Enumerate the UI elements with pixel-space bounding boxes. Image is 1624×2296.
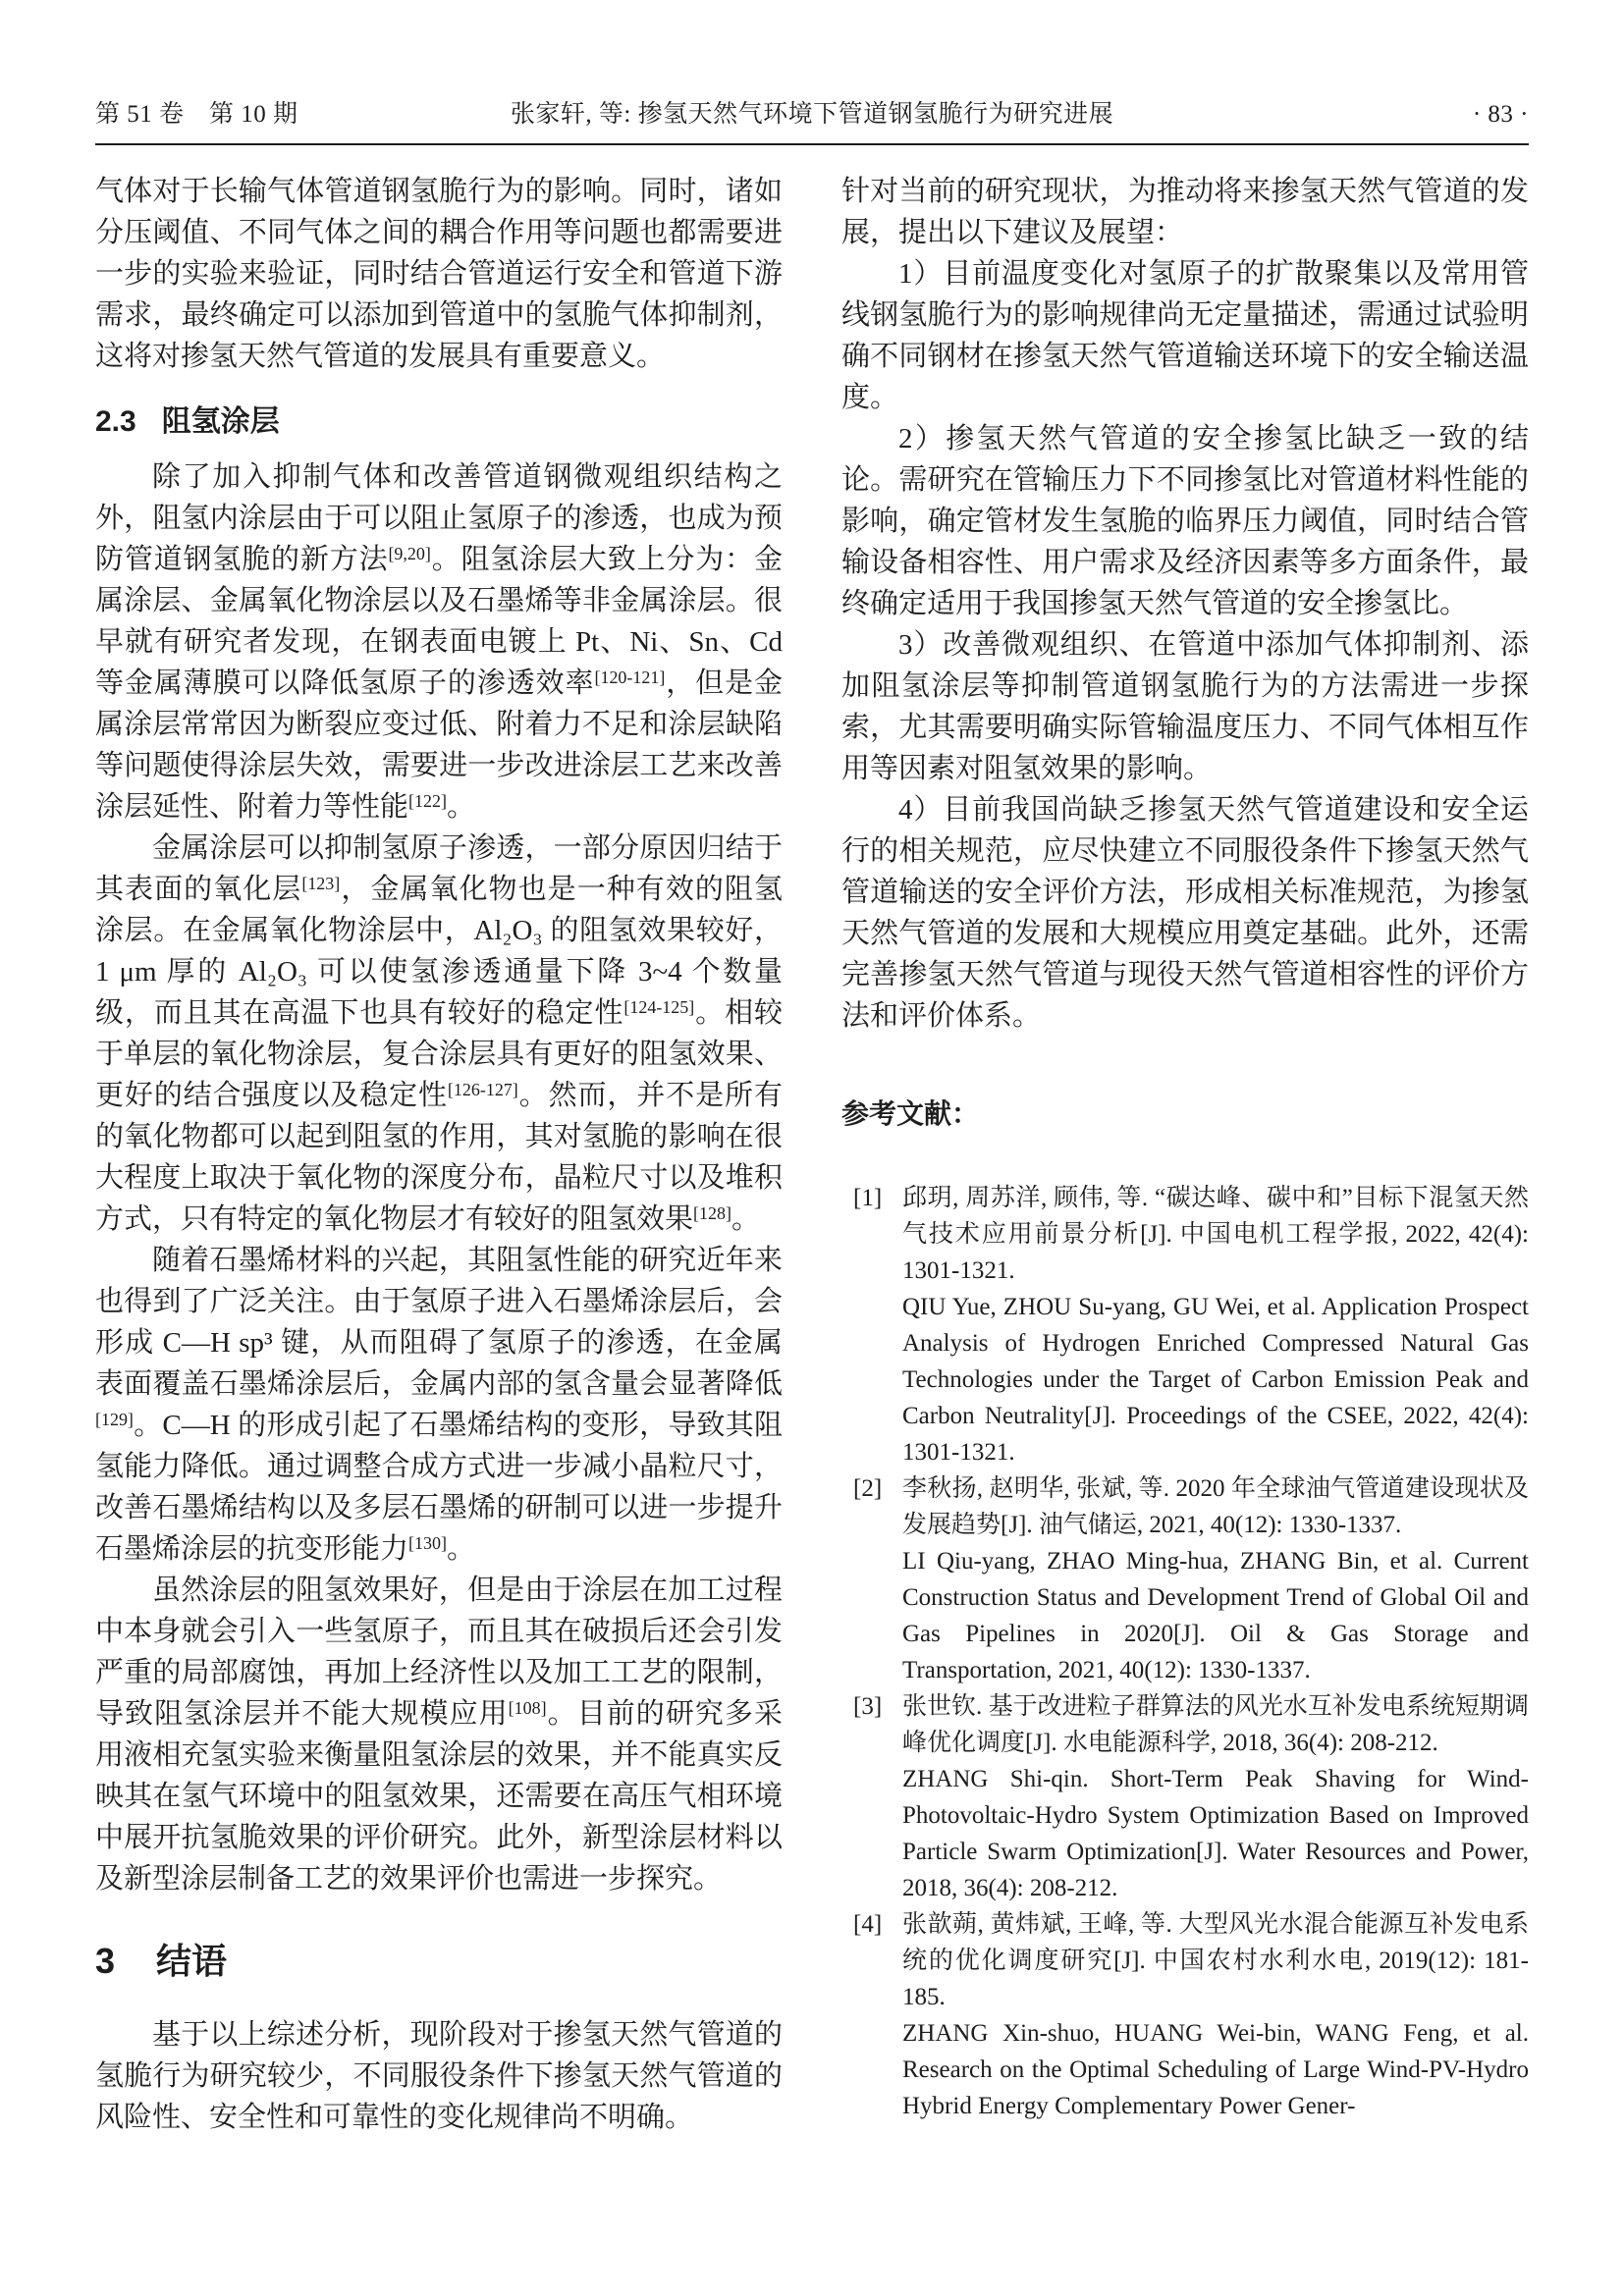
reference-text-zh: 邱玥, 周苏洋, 顾伟, 等. “碳达峰、碳中和”目标下混氢天然气技术应用前景分析[J]. 中国电机工程学报, 2022, 42(4): 1301-1321.	[902, 1185, 1529, 1284]
section-title: 结语	[156, 1941, 228, 1981]
suggestion-item-1: 1）目前温度变化对氢原子的扩散聚集以及常用管线钢氢脆行为的影响规律尚无定量描述，需通过试验明确不同钢材在掺氢天然气管道输送环境下的安全输送温度。	[841, 258, 1529, 413]
reference-text-zh: 张歆蒴, 黄炜斌, 王峰, 等. 大型风光水混合能源互补发电系统的优化调度研究[J]. 中国农村水利水电, 2019(12): 181-185.	[902, 1911, 1529, 2010]
header-running-title: 张家轩, 等: 掺氢天然气环境下管道钢氢脆行为研究进展	[510, 101, 1114, 128]
section-heading-3	[95, 1939, 783, 1985]
header-volume-issue: 第 51 卷 第 10 期	[95, 101, 298, 128]
body-paragraph: 虽然涂层的阻氢效果好，但是由于涂层在加工过程中本身就会引入一些氢原子，而且其在破损后还会引发严重的局部腐蚀，再加上经济性以及加工工艺的限制，导致阻氢涂层并不能大规模应用[108]。目前的研究多采用液相充氢实验来衡量阻氢涂层的效果，并不能真实反映其在氢气环境中的阻氢效果，还需要在高压气相环境中展开抗氢脆效果的评价研究。此外，新型涂层材料以及新型涂层制备工艺的效果评价也需进一步探究。	[95, 1575, 783, 1895]
reference-text-en: QIU Yue, ZHOU Su-yang, GU Wei, et al. Application Prospect Analysis of Hydrogen Enriched Compressed Natural Gas Technologies under the Target of Carbon Emission Peak and Carbon Neutrality[J]. Proceedings of the CSEE, 2022, 42(4): 1301-1321.	[902, 1294, 1529, 1466]
body-paragraph-continuation: 针对当前的研究现状，为推动将来掺氢天然气管道的发展，提出以下建议及展望：	[841, 176, 1529, 248]
reference-text-en: ZHANG Xin-shuo, HUANG Wei-bin, WANG Feng, et al. Research on the Optimal Scheduling of Large Wind-PV-Hydro Hybrid Energy Complementary Power Gener-	[902, 2020, 1529, 2119]
body-paragraph-continuation: 气体对于长输气体管道钢氢脆行为的影响。同时，诸如分压阈值、不同气体之间的耦合作用等问题也都需要进一步的实验来验证，同时结合管道运行安全和管道下游需求，最终确定可以添加到管道中的氢脆气体抑制剂，这将对掺氢天然气管道的发展具有重要意义。	[95, 176, 783, 372]
reference-text-zh: 李秋扬, 赵明华, 张斌, 等. 2020 年全球油气管道建设现状及发展趋势[J]. 油气储运, 2021, 40(12): 1330-1337.	[902, 1475, 1529, 1538]
reference-number: [2]	[853, 1475, 883, 1502]
reference-number: [3]	[853, 1693, 883, 1720]
suggestion-item-4: 4）目前我国尚缺乏掺氢天然气管道建设和安全运行的相关规范，应尽快建立不同服役条件下掺氢天然气管道输送的安全评价方法，形成相关标准规范，为掺氢天然气管道的发展和大规模应用奠定基础。此外，还需完善掺氢天然气管道与现役天然气管道相容性的评价方法和评价体系。	[841, 794, 1529, 1032]
body-paragraph: 基于以上综述分析，现阶段对于掺氢天然气管道的氢脆行为研究较少，不同服役条件下掺氢天然气管道的风险性、安全性和可靠性的变化规律尚不明确。	[95, 2018, 783, 2133]
section-number: 2.3	[95, 405, 136, 438]
body-paragraph: 金属涂层可以抑制氢原子渗透，一部分原因归结于其表面的氧化层[123]，金属氧化物也是一种有效的阻氢涂层。在金属氧化物涂层中，Al₂O₃ 的阻氢效果较好，1 μm 厚的 Al₂O₃ 可以使氢渗透通量下降 3~4 个数量级，而且其在高温下也具有较好的稳定性[124-125]。相较于单层的氧化物涂层，复合涂层具有更好的阻氢效果、更好的结合强度以及稳定性[126-127]。然而，并不是所有的氧化物都可以起到阻氢的作用，其对氢脆的影响在很大程度上取决于氧化物的深度分布，晶粒尺寸以及堆积方式，只有特定的氧化物层才有较好的阻氢效果[128]。	[95, 832, 783, 1235]
references-heading: 参考文献：	[841, 1098, 980, 1129]
section-heading-2-3	[95, 402, 783, 441]
reference-body	[902, 1180, 1529, 1470]
header-page-number: · 83 ·	[1472, 101, 1529, 128]
body-paragraph: 除了加入抑制气体和改善管道钢微观组织结构之外，阻氢内涂层由于可以阻止氢原子的渗透，也成为预防管道钢氢脆的新方法[9,20]。阻氢涂层大致上分为：金属涂层、金属氧化物涂层以及石墨烯等非金属涂层。很早就有研究者发现，在钢表面电镀上 Pt、Ni、Sn、Cd 等金属薄膜可以降低氢原子的渗透效率[120-121]，但是金属涂层常常因为断裂应变过低、附着力不足和涂层缺陷等问题使得涂层失效，需要进一步改进涂层工艺来改善涂层延性、附着力等性能[122]。	[95, 461, 783, 823]
right-column	[841, 171, 1529, 2138]
reference-item	[841, 1180, 1529, 1470]
two-column-body	[95, 171, 1529, 2138]
suggestion-item-3: 3）改善微观组织、在管道中添加气体抑制剂、添加阻氢涂层等抑制管道钢氢脆行为的方法需进一步探索，尤其需要明确实际管输温度压力、不同气体相互作用等因素对阻氢效果的影响。	[841, 629, 1529, 784]
header-rule	[95, 143, 1529, 145]
reference-text-en: LI Qiu-yang, ZHAO Ming-hua, ZHANG Bin, et al. Current Construction Status and Development Trend of Global Oil and Gas Pipelines in 2020[J]. Oil & Gas Storage and Transportation, 2021, 40(12): 1330-1337.	[902, 1548, 1529, 1683]
reference-number: [4]	[853, 1911, 883, 1938]
reference-item	[841, 1688, 1529, 1906]
reference-body	[902, 1688, 1529, 1906]
page-header	[95, 94, 1529, 130]
reference-number: [1]	[853, 1185, 883, 1211]
reference-item	[841, 1906, 1529, 2124]
left-column	[95, 171, 783, 2138]
reference-text-zh: 张世钦. 基于改进粒子群算法的风光水互补发电系统短期调峰优化调度[J]. 水电能源科学, 2018, 36(4): 208-212.	[902, 1693, 1529, 1756]
section-title: 阻氢涂层	[161, 405, 280, 438]
section-number: 3	[95, 1941, 116, 1981]
body-paragraph: 随着石墨烯材料的兴起，其阻氢性能的研究近年来也得到了广泛关注。由于氢原子进入石墨烯涂层后，会形成 C—H sp³ 键，从而阻碍了氢原子的渗透，在金属表面覆盖石墨烯涂层后，金属内部的氢含量会显著降低[129]。C—H 的形成引起了石墨烯结构的变形，导致其阻氢能力降低。通过调整合成方式进一步减小晶粒尺寸，改善石墨烯结构以及多层石墨烯的研制可以进一步提升石墨烯涂层的抗变形能力[130]。	[95, 1245, 783, 1565]
reference-text-en: ZHANG Shi-qin. Short-Term Peak Shaving for Wind-Photovoltaic-Hydro System Optimization Based on Improved Particle Swarm Optimization[J]. Water Resources and Power, 2018, 36(4): 208-212.	[902, 1766, 1529, 1901]
reference-body	[902, 1906, 1529, 2124]
suggestion-item-2: 2）掺氢天然气管道的安全掺氢比缺乏一致的结论。需研究在管输压力下不同掺氢比对管道材料性能的影响，确定管材发生氢脆的临界压力阈值，同时结合管输设备相容性、用户需求及经济因素等多方面条件，最终确定适用于我国掺氢天然气管道的安全掺氢比。	[841, 423, 1529, 619]
reference-list	[841, 1180, 1529, 2124]
reference-item	[841, 1470, 1529, 1688]
reference-body	[902, 1470, 1529, 1688]
